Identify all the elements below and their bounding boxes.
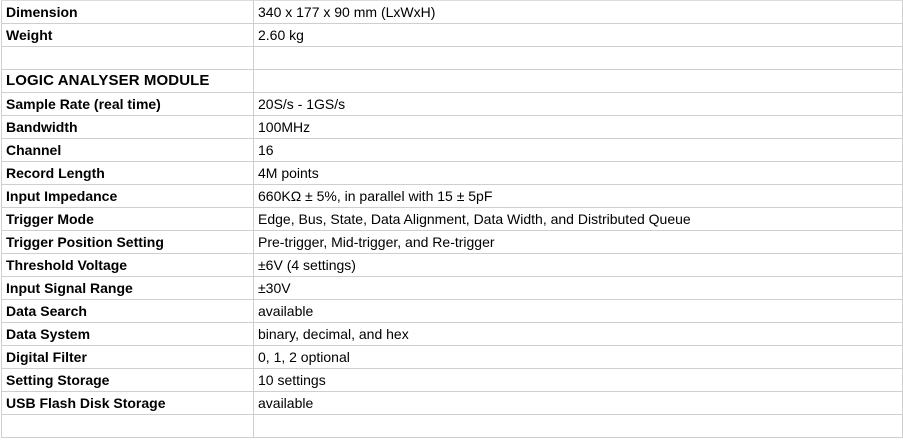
- spec-value: available: [254, 300, 903, 323]
- spec-value: Pre-trigger, Mid-trigger, and Re-trigger: [254, 231, 903, 254]
- table-row: [2, 323, 903, 346]
- table-row: [2, 277, 903, 300]
- table-row: [2, 254, 903, 277]
- spec-label: Input Signal Range: [2, 277, 254, 300]
- spec-label: Trigger Mode: [2, 208, 254, 231]
- table-row: [2, 93, 903, 116]
- table-row: [2, 185, 903, 208]
- spec-value: 20S/s - 1GS/s: [254, 93, 903, 116]
- empty-row: [2, 415, 903, 438]
- spec-value: ±6V (4 settings): [254, 254, 903, 277]
- spec-label: Data System: [2, 323, 254, 346]
- spec-label: Channel: [2, 139, 254, 162]
- section-header-row: [2, 70, 903, 93]
- empty-row: [2, 47, 903, 70]
- empty-cell: [254, 47, 903, 70]
- table-row: [2, 208, 903, 231]
- spec-label: Record Length: [2, 162, 254, 185]
- table-row: [2, 231, 903, 254]
- spec-value: binary, decimal, and hex: [254, 323, 903, 346]
- spec-value: 340 x 177 x 90 mm (LxWxH): [254, 1, 903, 24]
- spec-label: Dimension: [2, 1, 254, 24]
- empty-cell: [2, 415, 254, 438]
- table-row: [2, 24, 903, 47]
- spec-label: Data Search: [2, 300, 254, 323]
- spec-label: USB Flash Disk Storage: [2, 392, 254, 415]
- spec-label: Bandwidth: [2, 116, 254, 139]
- table-row: [2, 139, 903, 162]
- spec-label: Digital Filter: [2, 346, 254, 369]
- spec-label: Threshold Voltage: [2, 254, 254, 277]
- table-row: [2, 346, 903, 369]
- specification-table: [1, 0, 903, 438]
- spec-label: Setting Storage: [2, 369, 254, 392]
- section-title: LOGIC ANALYSER MODULE: [2, 70, 254, 93]
- table-row: [2, 1, 903, 24]
- spec-value: ±30V: [254, 277, 903, 300]
- spec-label: Trigger Position Setting: [2, 231, 254, 254]
- table-row: [2, 162, 903, 185]
- empty-cell: [254, 70, 903, 93]
- table-row: [2, 369, 903, 392]
- table-row: [2, 300, 903, 323]
- spec-value: 2.60 kg: [254, 24, 903, 47]
- table-row: [2, 116, 903, 139]
- spec-value: 16: [254, 139, 903, 162]
- spec-value: available: [254, 392, 903, 415]
- table-row: [2, 392, 903, 415]
- spec-value: 4M points: [254, 162, 903, 185]
- empty-cell: [2, 47, 254, 70]
- spec-value: Edge, Bus, State, Data Alignment, Data Width, and Distributed Queue: [254, 208, 903, 231]
- spec-value: 660KΩ ± 5%, in parallel with 15 ± 5pF: [254, 185, 903, 208]
- spec-label: Sample Rate (real time): [2, 93, 254, 116]
- empty-cell: [254, 415, 903, 438]
- spec-value: 10 settings: [254, 369, 903, 392]
- spec-label: Weight: [2, 24, 254, 47]
- spec-label: Input Impedance: [2, 185, 254, 208]
- spec-value: 0, 1, 2 optional: [254, 346, 903, 369]
- spec-value: 100MHz: [254, 116, 903, 139]
